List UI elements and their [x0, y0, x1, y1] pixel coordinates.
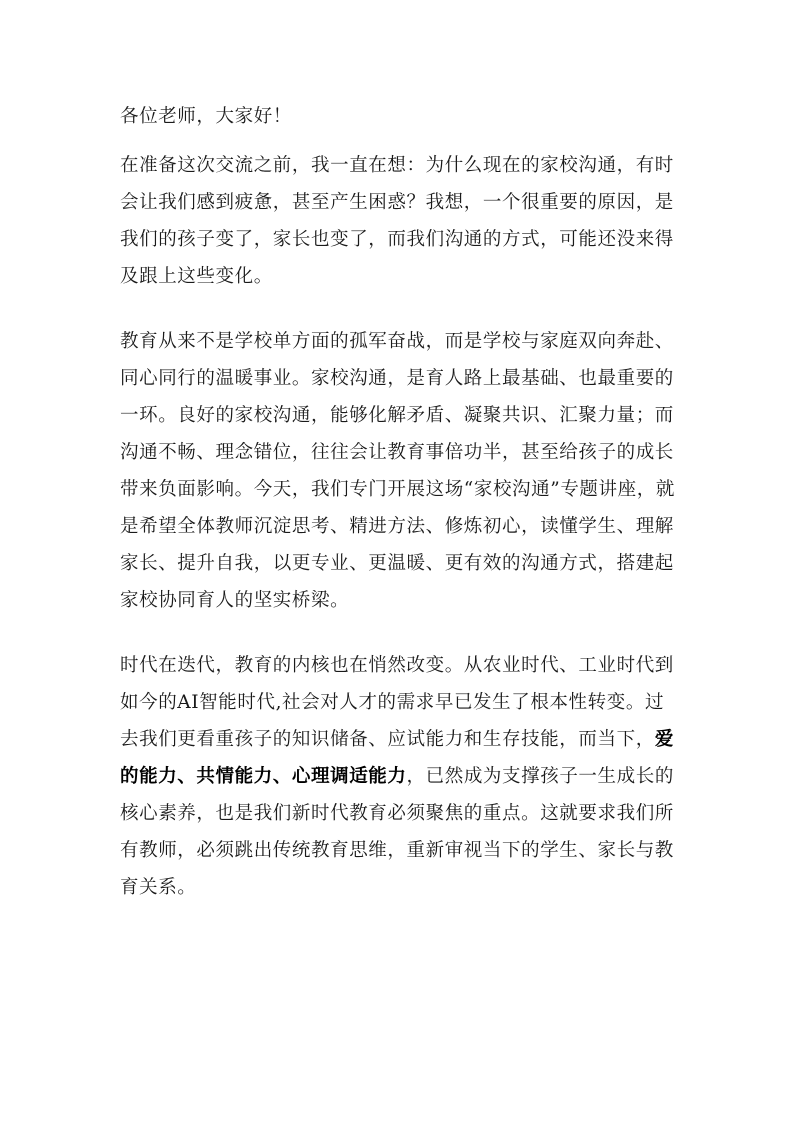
document-body [120, 98, 680, 906]
paragraph-3-part-2: ，已然成为支撑孩子一生成长的核心素养，也是我们新时代教育必须聚焦的重点。这就要求我们所有教师，必须跳出传统教育思维，重新审视当下的学生、家长与教育关系。 [120, 766, 674, 898]
paragraph-2: 教育从来不是学校单方面的孤军奋战，而是学校与家庭双向奔赴、同心同行的温暖事业。家校沟通，是育人路上最基础、也最重要的一环。良好的家校沟通，能够化解矛盾、凝聚共识、汇聚力量；而沟通不畅、理念错位，往往会让教育事倍功半，甚至给孩子的成长带来负面影响。今天，我们专门开展这场“家校沟通”专题讲座，就是希望全体教师沉淀思考、精进方法、修炼初心，读懂学生、理解家长、提升自我，以更专业、更温暖、更有效的沟通方式，搭建起家校协同育人的坚实桥梁。 [120, 331, 675, 611]
paragraph-3-emphasis: 爱的能力、共情能力、心理调适能力 [120, 729, 674, 787]
paragraph-3 [120, 647, 680, 906]
paragraph-3-part-1: 时代在迭代，教育的内核也在悄然改变。从农业时代、工业时代到如今的AI智能时代,社会对人才的需求早已发生了根本性转变。过去我们更看重孩子的知识储备、应试能力和生存技能，而当下， [120, 655, 674, 750]
greeting-paragraph: 各位老师，大家好！ [120, 106, 292, 127]
paragraph-1: 在准备这次交流之前，我一直在想：为什么现在的家校沟通，有时会让我们感到疲惫，甚至产生困惑？我想，一个很重要的原因，是我们的孩子变了，家长也变了，而我们沟通的方式，可能还没来得及跟上这些变化。 [120, 155, 674, 287]
